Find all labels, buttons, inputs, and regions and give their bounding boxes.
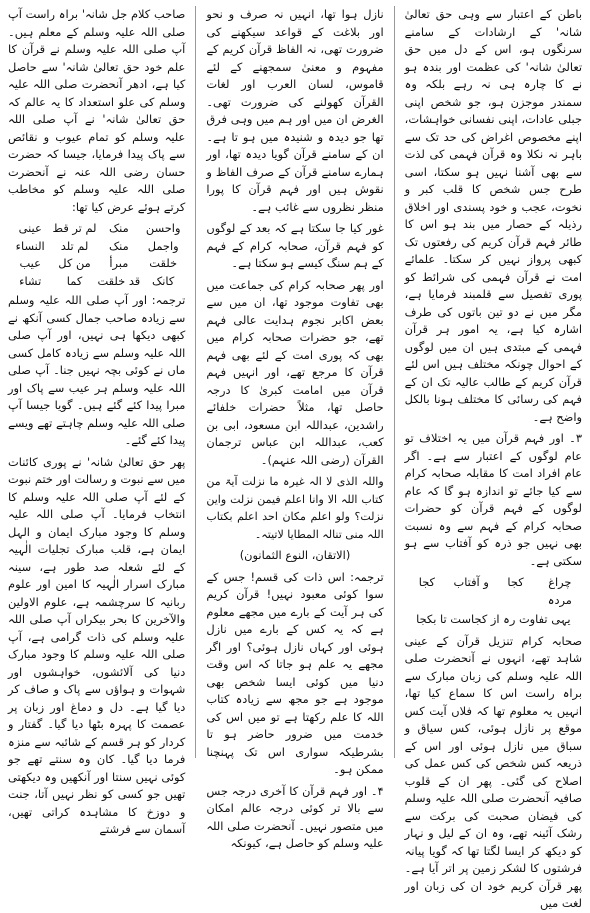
poem-word: قد خلقت (97, 273, 141, 288)
poem-word: من کل (58, 256, 91, 270)
poem-word: لم تلد (60, 238, 89, 253)
paragraph: اور پھر صحابہ کرام کی جماعت میں بھی تفاوت موجود تھا، ان میں سے بعض اکابر نجوم ہدایت عالی فہم تھے، جو حضرات صحابہ کرام میں بھی کہ پوری امت کے لئے بھی فہم قرآن کا مرجع تھے، اور انہیں فہم قرآن میں امامت کبریٰ کا درجہ حاصل تھا، مثلاً حضرات خلفائے راشدین، عبداللہ ابن مسعود، ابی بن کعب، عبداللہ ابن عباس ترجمان القرآن (رضی اللہ عنہم)۔ (206, 277, 384, 467)
poem-word: عیب (19, 256, 41, 270)
verse-word: چراغ مردہ (547, 575, 572, 607)
column-left (8, 6, 186, 836)
verse-word: و آفتاب (453, 575, 489, 589)
paragraph: ترجمہ: اور آپ صلی اللہ علیہ وسلم سے زیادہ صاحب جمال کسی آنکھ نے کبھی دیکھا ہی نہیں، اور آپ صلی اللہ علیہ وسلم سے زیادہ کامل کسی ماں نے کوئی بچہ نہیں جنا۔ آپ صلی اللہ علیہ وسلم ہر عیب سے پاک اور مبرا پیدا کئے گئے ہیں۔ گویا جیسا آپ صلی اللہ علیہ وسلم چاہتے تھے ویسے پیدا کئے گئے۔ (8, 293, 186, 447)
poem-word: النساء (15, 238, 45, 253)
poem-word: لم تر قط (52, 221, 97, 235)
paragraph: ۳۔ اور فہم قرآن میں یہ اختلاف تو عام لوگوں کے اعتبار سے ہے۔ اگر عام افراد امت کا مقابلہ صحابہ کرام سے کیا جائے تو اندازہ ہو گا کہ عام لوگوں کے فہم قرآن کو حضرات صحابہ کرام کے فہم سے وہ نسبت بھی نہیں جو ذرہ کو آفتاب سے ہو سکتی ہے۔ (404, 431, 582, 568)
paragraph: باطن کے اعتبار سے وہی حق تعالیٰ شانہ' کے ارشادات کے سامنے سرنگوں ہو، اس کے دل میں حق تعالیٰ شانہ' کی عظمت اور بندہ ہو نے کا چارہ ہی نہ رہے بلکہ وہ سمندر موجزن ہو، جو شخص اپنی جبلی عادات، اپنی نفسانی خواہشات، اپنے مخصوص اغراض کی حد تک سے باہر نہ نکلا وہ قرآن فہمی کی لذت سے بھی آشنا نہیں ہو سکتا، اسی طرح جس شخص کا قلب کبر و نخوت، عجب و خود پسندی اور اخلاق رذیلہ کے حصار میں بند ہو اس کا طائر فہم قرآن کریم کی رفعتوں تک کبھی پرواز نہیں کر سکتا۔ علمائے امت نے قرآن فہمی کی شرائط کو پوری تفصیل سے قلمبند فرمایا ہے، مگر میں نے دو تین باتوں کی طرف اشارہ کیا ہے، یہ امور ہر قرآن فہمی کے مبتدی ہیں ان میں لوگوں کے احوال چونکہ مختلف ہیں اس لئے قرآن کریم کے طالب عالیہ تک ان کے فہم کی رسائی کا مختلف ہونا بالکل واضح ہے۔ (404, 7, 582, 424)
paragraph: ترجمہ: اس ذات کی قسم! جس کے سوا کوئی معبود نہیں! قرآن کریم کی ہر آیت کے بارے میں مجھے معلوم ہے کہ یہ کس کے بارے میں نازل ہوئی اور کہاں نازل ہوئی؟ اور اگر مجھے یہ علم ہو جاتا کہ اس وقت دنیا میں کوئی ایسا شخص بھی موجود ہے جو مجھ سے زیادہ کتاب اللہ کا علم رکھتا ہے تو میں اس کی خدمت میں ضرور حاضر ہو تا بشرطیکہ سواری اس تک پہنچنا ممکن ہو۔ (206, 569, 384, 776)
verse-word: کجا (418, 575, 435, 589)
paragraph: پھر حق تعالیٰ شانہ' نے پوری کائنات میں سے نبوت و رسالت اور ختم نبوت کے لئے آپ صلی اللہ علیہ وسلم کا انتخاب فرمایا۔ آپ صلی اللہ علیہ وسلم کا وجود مبارک ایمان و الہل ایمان ہے، قلب مبارک تجلیات الٰہیہ کے لئے شعلہ صد طور ہے، سینہ مبارک اسرار الٰہیہ کا امین اور علوم ربانیہ کا سرچشمہ ہے، علوم الاولین والآخرین کا بحر بیکراں آپ صلی اللہ علیہ وسلم کی ذات گرامی ہے، آپ صلی اللہ علیہ وسلم کا وجود مبارک دنیا کی آلائشوں، خواہشوں اور شہوات و ہواؤں سے پاک و صاف کر دیا گیا ہے۔ دل و دماغ اور زبان پر عصمت کا پہرہ بٹھا دیا گیا۔ گفتار و کردار کو ہر قسم کے شائبہ سے منزہ فرما دیا گیا۔ کان وہ سنتے تھے جو کوئی نہیں سنتا اور آنکھیں وہ دیکھتی تھیں جو کسی کو نظر نہیں آتا، جنت و دوزخ کا مشاہدہ کراتی تھیں، آسمان سے فرشتے (8, 454, 186, 836)
paragraph: نازل ہوا تھا، انہیں نہ صرف و نحو اور بلاغت کے قواعد سیکھنے کی ضرورت تھی، نہ الفاظ قرآن کریم کے مفہوم و معنیٰ سمجھنے کے لئے قاموس، لسان العرب اور لغات القرآن کھولنے کی ضرورت تھی۔ الغرض ان میں اور ہم میں وہی فرق تھا جو دیدہ و شنیدہ میں ہو تا ہے۔ ان کے سامنے قرآن گویا دیدہ تھا، اور ہمارے سامنے قرآن کے صرف الفاظ و نقوش ہیں اور فہم قرآن کا پورا منظر نظروں سے غائب ہے۔ (206, 7, 384, 214)
column-divider (394, 6, 395, 758)
verse-word: کجا (507, 575, 524, 589)
column-middle (206, 6, 384, 850)
arabic-poem (8, 220, 185, 290)
arabic-quote: واللہ الذی لا الہ غیرہ ما نزلت آیۃ من کتاب اللہ الا وانا اعلم فیمن نزلت واین نزلت؟ ولو اعلم مکان احد اعلم بکتاب اللہ منی تنالہ المطایا لاتیتہ۔ (206, 475, 384, 541)
poem-word: کما (66, 273, 83, 288)
paragraph: غور کیا جا سکتا ہے کہ بعد کے لوگوں کو فہم قرآن، صحابہ کرام کے فہم کے ہم سنگ کیسے ہو سکتا ہے۔ (206, 221, 384, 270)
verse-couplet (405, 574, 582, 609)
paragraph: صحابہ کرام تنزیل قرآن کے عینی شاہد تھے، انہوں نے آنحضرت صلی اللہ علیہ وسلم کی زبان مبارک سے براہ راست اس کا سماع کیا تھا، انہیں یہ معلوم تھا کہ فلاں آیت کس موقع پر نازل ہوئی، کس سیاق و سباق میں نازل ہوئی اور اس کے ذریعہ کس شخص کی کس عمل کی اصلاح کی گئی۔ پھر ان کے قلوب صافیہ آنحضرت صلی اللہ علیہ وسلم کی فیضان صحبت کی برکت سے رشک آئینہ تھے، وہ ان کے لیل و نہار کو دیکھ کر ایسا لگتا تھا کہ گویا پیانہ فرشتوں کا لشکر زمین پر اتر آیا ہے۔ پھر قرآن کریم خود ان کی زبان اور لغت میں (404, 633, 582, 910)
poem-word: تشاء (19, 273, 42, 288)
citation: (الاتقان، النوع الثمانون) (239, 548, 351, 562)
poem-word: خلقت (149, 256, 178, 270)
paragraph: ۴۔ اور فہم قرآن کا آخری درجہ جس سے بالا تر کوئی درجہ عالم امکان میں متصور نہیں۔ آنحضرت صلی اللہ علیہ وسلم کو حاصل ہے، کیونکہ (206, 783, 384, 850)
poem-word: مبرأ (109, 256, 129, 270)
column-divider (195, 6, 196, 758)
poem-word: عینی (18, 221, 42, 235)
column-right (404, 6, 582, 910)
poem-word: واحسن (145, 221, 181, 235)
poem-word: کانک (152, 273, 175, 288)
paragraph: صاحب کلام جل شانہ' براہ راست آپ صلی اللہ علیہ وسلم کے معلم ہیں۔ آپ صلی اللہ علیہ وسلم نے قرآن کا علم خود حق تعالیٰ شانہ' سے حاصل کیا ہے، ادھر آنحضرت صلی اللہ علیہ وسلم کی علو استعداد کا یہ عالم کہ حق تعالیٰ شانہ' نے آپ صلی اللہ علیہ وسلم کو تمام عیوب و نقائص سے پاک پیدا فرمایا، جیسا کہ حضرت حسان رضی اللہ عنہ نے آنحضرت صلی اللہ علیہ وسلم کو مخاطب کرتے ہوئے عرض کیا تھا: (8, 7, 186, 214)
verse-line: یہی تفاوت رہ از کجاست تا بکجا (416, 612, 571, 626)
columns (8, 6, 582, 910)
poem-word: واجمل (147, 238, 179, 253)
poem-word: منک (108, 221, 129, 235)
poem-word: منک (108, 238, 129, 253)
